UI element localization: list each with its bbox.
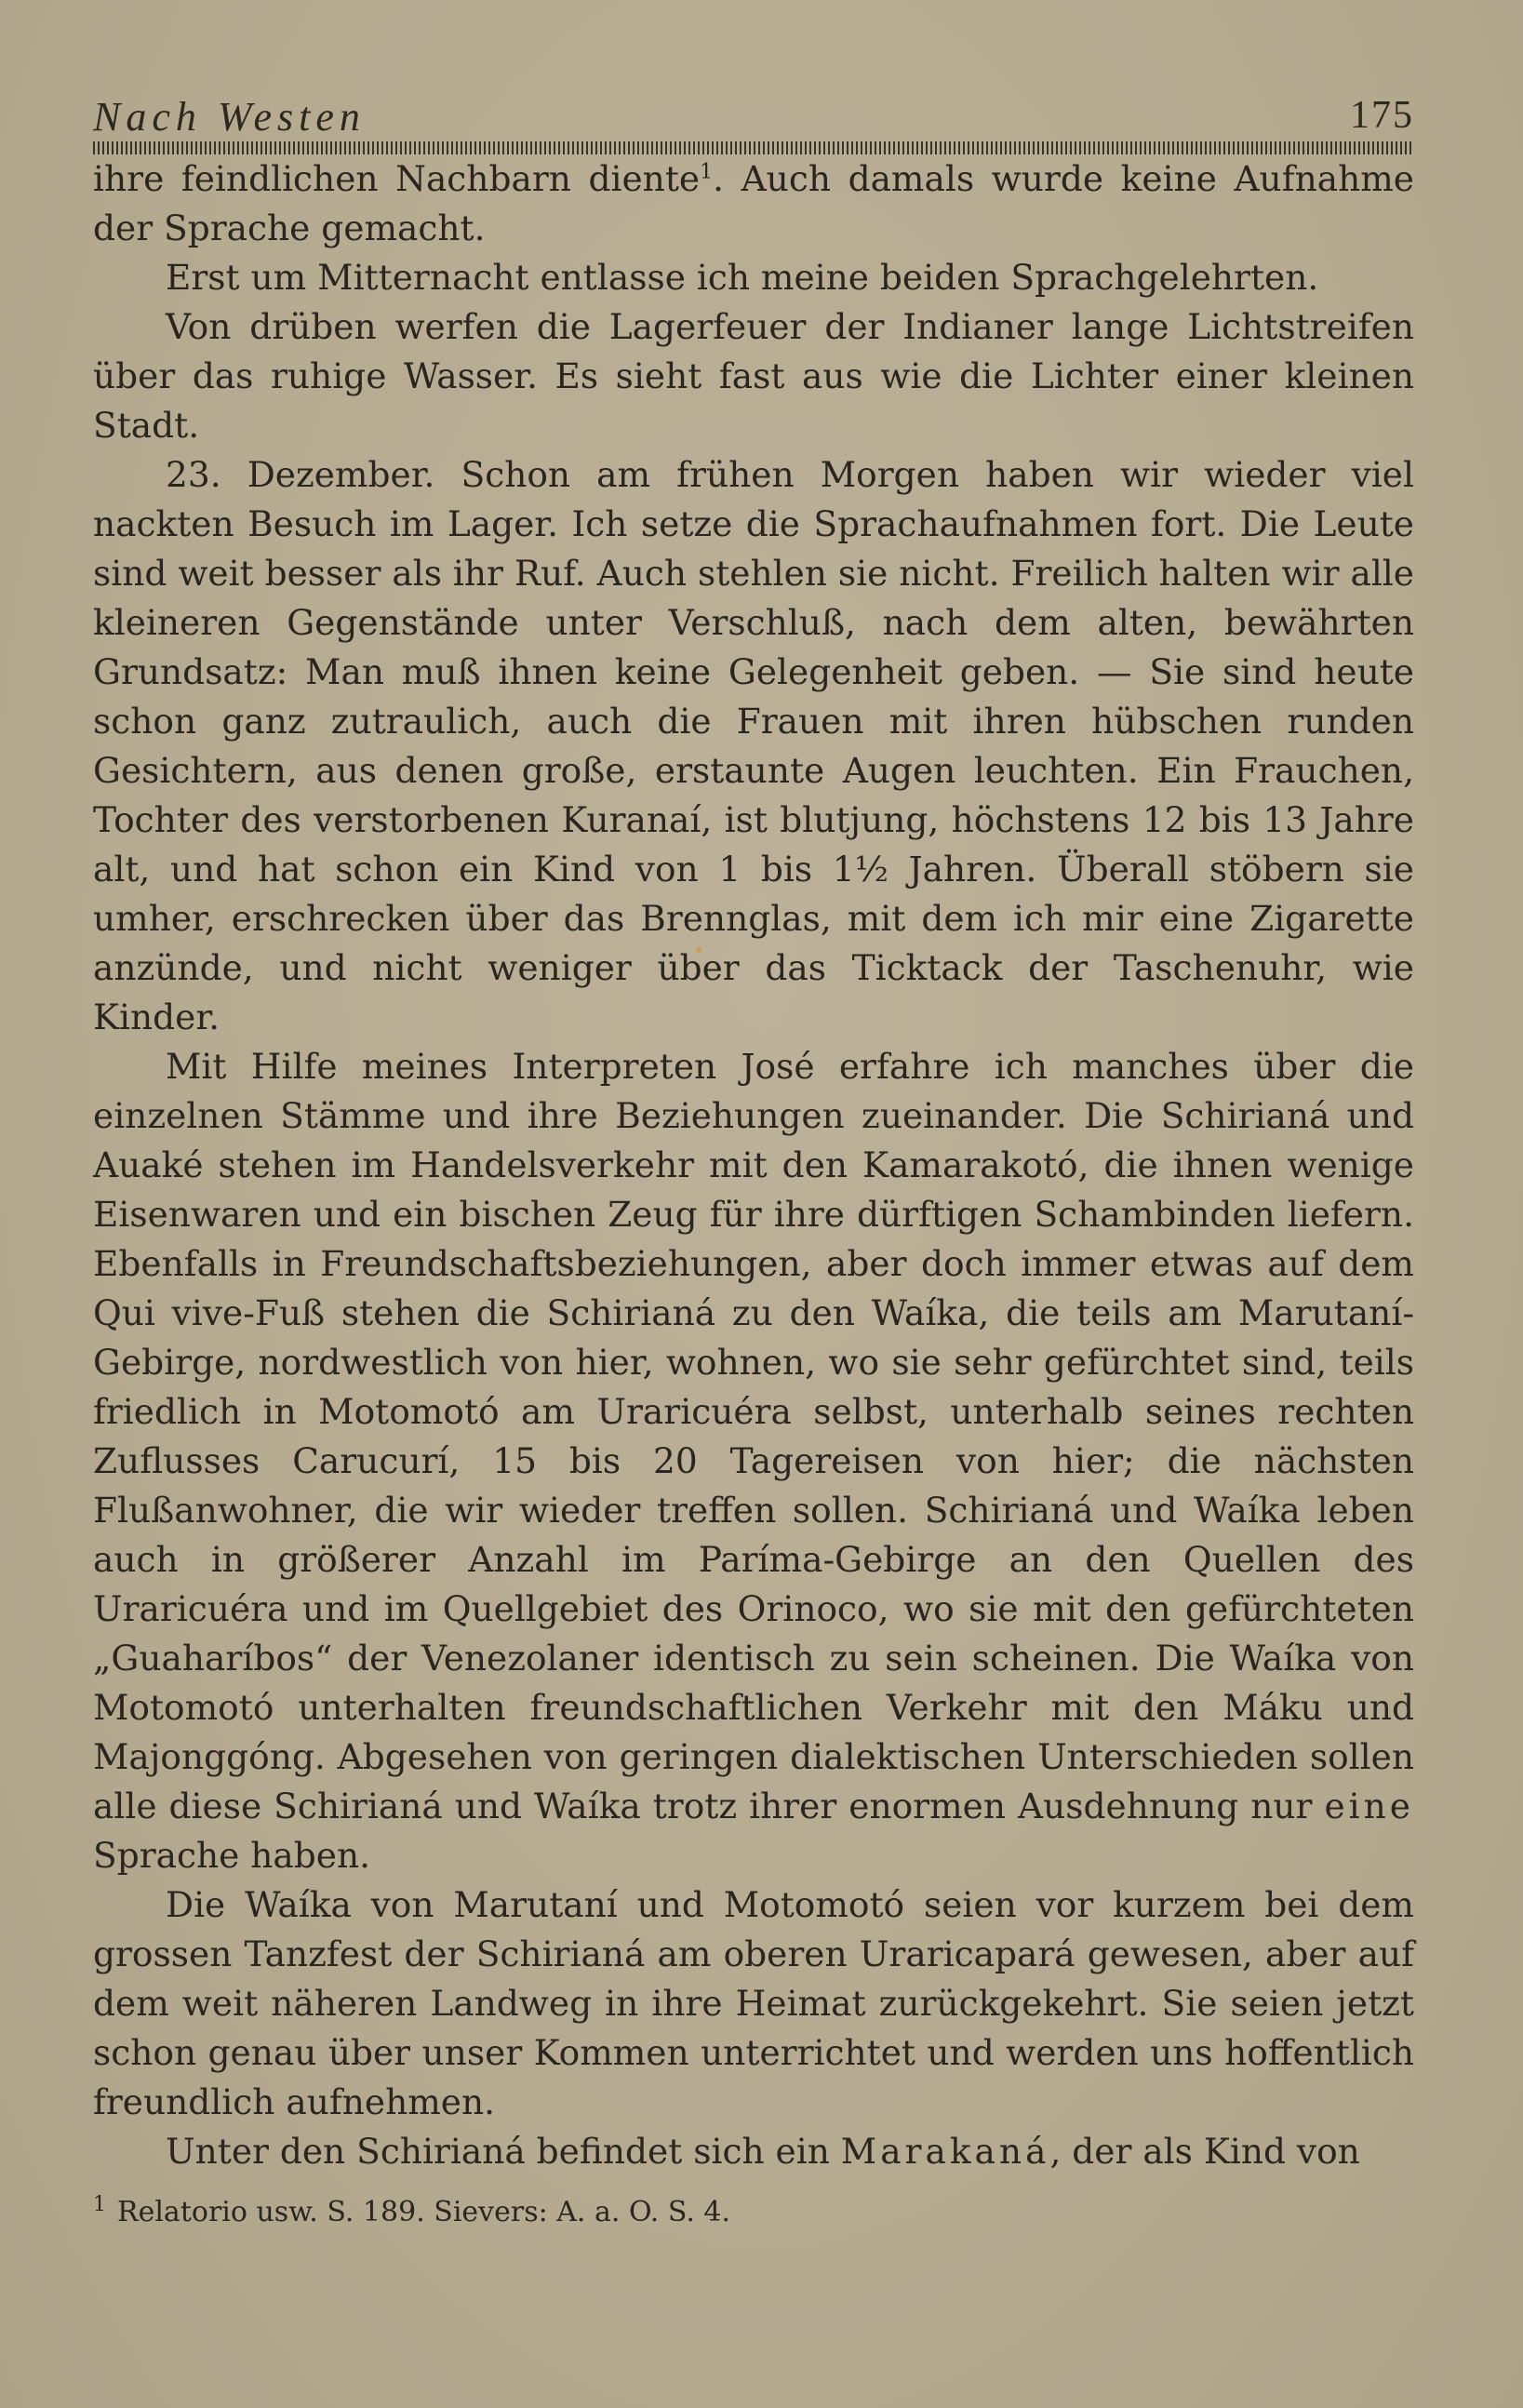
footnote-text: Relatorio usw. S. 189. Sievers: A. a. O. S. 4. bbox=[117, 2196, 731, 2228]
footnote-ref: 1 bbox=[700, 160, 714, 184]
header-rule bbox=[93, 141, 1414, 154]
paragraph-4: 23. Dezember. Schon am frühen Morgen haben wir wieder viel nackten Besuch im Lager. Ich setze die Sprachaufnahmen fort. Die Leute sind weit besser als ihr Ruf. Auch stehlen sie nicht. Freilich halten wir alle kleineren Gegenstände unter Verschluß, nach dem alten, bewährten Grundsatz: Man muß ihnen keine Gelegenheit geben. — Sie sind heute schon ganz zutraulich, auch die Frauen mit ihren hübschen runden Gesichtern, aus denen große, erstaunte Augen leuchten. Ein Frauchen, Tochter des verstorbenen Kuranaí, ist blutjung, höchstens 12 bis 13 Jahre alt, und hat schon ein Kind von 1 bis 1½ Jahren. Überall stöbern sie umher, erschrecken über das Brennglas, mit dem ich mir eine Zigarette anzünde, und nicht weniger über das Ticktack der Taschenuhr, wie Kinder. bbox=[93, 454, 1414, 1037]
paragraph-2: Erst um Mitternacht entlasse ich meine beiden Sprachgelehrten. bbox=[166, 257, 1319, 298]
paragraph-6: Die Waíka von Marutaní und Motomotó seien vor kurzem bei dem grossen Tanzfest der Schirianá am oberen Uraricapará gewesen, aber auf dem weit näheren Landweg in ihre Heimat zurückgekehrt. Sie seien jetzt schon genau über unser Kommen unterrichtet und werden uns hoffentlich freundlich aufnehmen. bbox=[93, 1884, 1414, 2122]
page-number: 175 bbox=[1350, 94, 1414, 137]
running-head bbox=[93, 93, 1414, 141]
running-head-title: Nach Westen bbox=[93, 94, 366, 140]
paragraph-5-text: Mit Hilfe meines Interpreten José erfahre ich manches über die einzelnen Stämme und ihre Beziehungen zueinander. Die Schirianá und Auaké stehen im Handelsverkehr mit den Kamarakotó, die ihnen wenige Eisenwaren und ein bischen Zeug für ihre dürftigen Schambinden liefern. Ebenfalls in Freundschaftsbeziehungen, aber doch immer etwas auf dem Qui vive-Fuß stehen die Schirianá zu den Waíka, die teils am Marutaní-Gebirge, nordwestlich von hier, wohnen, wo sie sehr gefürchtet sind, teils friedlich in Motomotó am Uraricuéra selbst, unterhalb seines rechten Zuflusses Carucurí, 15 bis 20 Tagereisen von hier; die nächsten Flußanwohner, die wir wieder treffen sollen. Schirianá und Waíka leben auch in größerer Anzahl im Paríma-Gebirge an den Quellen des Uraricuéra und im Quellgebiet des Orinoco, wo sie mit den gefürchteten „Guaharíbos“ der Venezolaner identisch zu sein scheinen. Die Waíka von Motomotó unterhalten freundschaftlichen Verkehr mit den Máku und Majonggóng. Abgesehen von geringen dialektischen Unterschieden sollen alle diese Schirianá und Waíka trotz ihrer enormen Ausdehnung nur bbox=[93, 1046, 1414, 1826]
emphasis-eine: eine bbox=[1324, 1786, 1414, 1826]
footnote-number: 1 bbox=[93, 2193, 106, 2216]
emphasis-marakana: Marakaná bbox=[840, 2131, 1050, 2172]
paragraph-7-text-cont: , der als Kind von bbox=[1049, 2131, 1360, 2172]
paragraph-7-text: Unter den Schirianá befindet sich ein bbox=[166, 2131, 830, 2172]
footnote-1 bbox=[93, 2193, 1414, 2232]
paragraph-5 bbox=[93, 1042, 1414, 1880]
footnotes bbox=[93, 2193, 1414, 2232]
paragraph-3: Von drüben werfen die Lagerfeuer der Indianer lange Lichtstreifen über das ruhige Wasser. Es sieht fast aus wie die Lichter einer kleinen Stadt. bbox=[93, 306, 1414, 446]
text-block bbox=[93, 93, 1414, 2232]
paragraph-1-text: ihre feindlichen Nachbarn diente bbox=[93, 158, 701, 199]
paragraph-5-text-cont: Sprache haben. bbox=[93, 1835, 371, 1876]
paragraph-1-text-cont: . Auch damals wurde keine Aufnahme der Sprache gemacht. bbox=[93, 158, 1414, 248]
paragraph-7 bbox=[93, 2127, 1414, 2176]
paragraph-1 bbox=[93, 154, 1414, 253]
